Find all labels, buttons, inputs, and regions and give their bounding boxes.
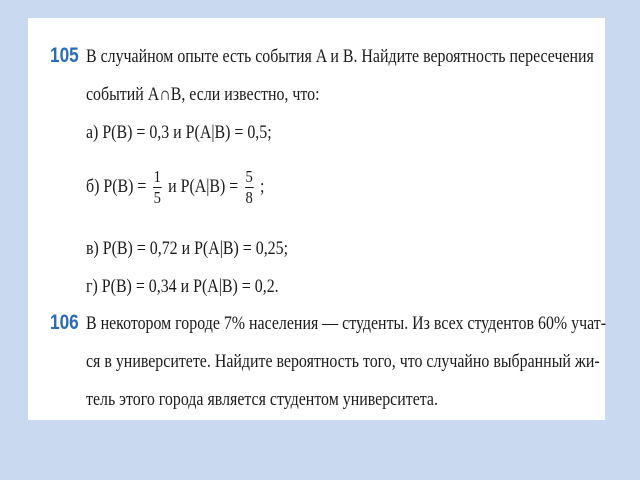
fraction-one-fifth <box>153 168 162 207</box>
item-b-prefix: б) P(B) = <box>86 176 147 197</box>
problem-105-intro-line2: событий A∩B, если известно, что: <box>86 85 320 105</box>
problem-number-106: 106 <box>50 311 79 334</box>
problem-106-line2: ся в университете. Найдите вероятность того, что случайно выбранный жи- <box>86 352 600 372</box>
problem-105-item-v: в) P(B) = 0,72 и P(A|B) = 0,25; <box>86 239 289 259</box>
item-b-middle: и P(A|B) = <box>168 176 239 197</box>
fraction-denominator: 8 <box>245 188 253 207</box>
fraction-five-eighths <box>245 168 254 207</box>
problem-105-item-b <box>86 168 264 207</box>
problem-106-line1: В некотором городе 7% населения — студенты. Из всех студентов 60% учат- <box>86 314 607 334</box>
problem-number-105: 105 <box>50 44 79 67</box>
problem-105-intro-line1: В случайном опыте есть события A и B. Найдите вероятность пересечения <box>86 47 594 67</box>
problem-105-item-a: а) P(B) = 0,3 и P(A|B) = 0,5; <box>86 123 272 143</box>
fraction-denominator: 5 <box>153 188 161 207</box>
problem-105-item-g: г) P(B) = 0,34 и P(A|B) = 0,2. <box>86 277 279 297</box>
fraction-numerator: 5 <box>245 167 253 186</box>
item-b-suffix: ; <box>260 176 265 197</box>
fraction-numerator: 1 <box>153 167 161 186</box>
textbook-page <box>28 18 605 420</box>
problem-106-line3: тель этого города является студентом университета. <box>86 390 438 410</box>
